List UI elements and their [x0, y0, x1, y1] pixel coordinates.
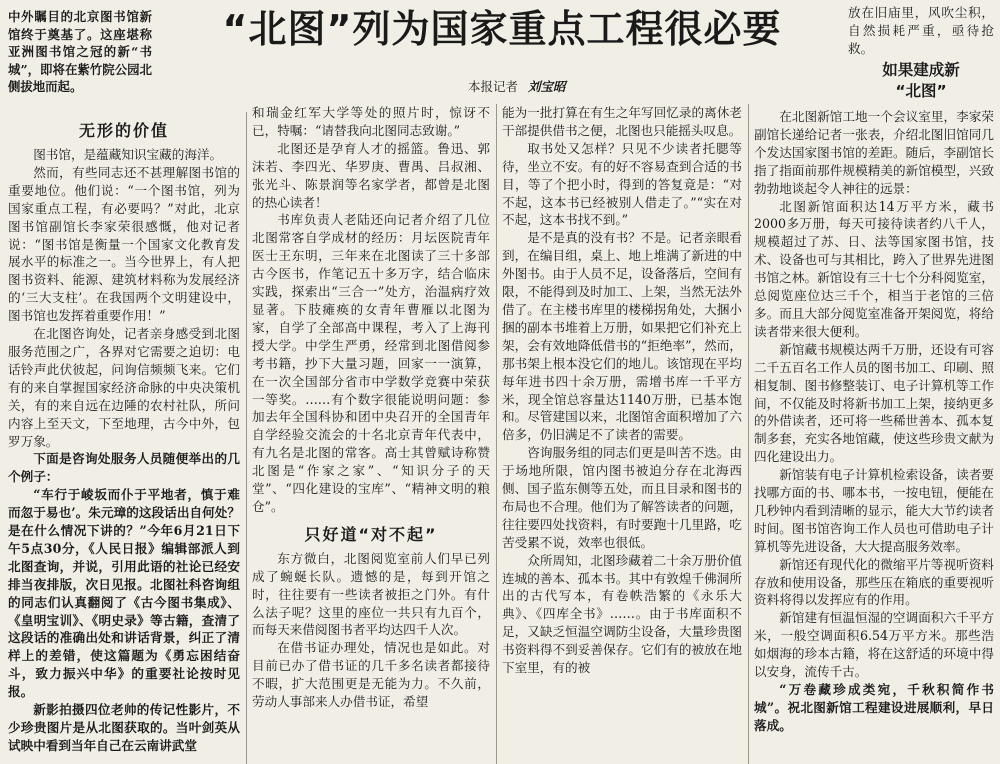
column-3 [502, 104, 742, 764]
lead-paragraph: 中外瞩目的北京图书馆新馆终于奠基了。这座堪称亚洲图书馆之冠的新“书城”，即将在紫竹院公园北侧拔地而起。 [8, 9, 152, 95]
col4-paragraph-4: 新馆装有电子计算机检索设备，读者要找哪方面的书、哪本书，一按电钮，便能在几秒钟内看到清晰的显示，能大大节约读者时间。图书馆咨询工作人员也可借助电子计算机等先进设备，大大提高服务效率。 [754, 467, 994, 554]
col2-paragraph-4: 东方微白，北图阅览室前人们早已列成了蜿蜒长队。遗憾的是，每到开馆之时，往往要有一些读者被拒之门外。有什么法子呢？这里的座位一共只有九百个，而每天来借阅图书者平均达四千人次。 [252, 550, 490, 638]
sidebar-heading-line-2: “北图” [895, 82, 947, 100]
col2-paragraph-5: 在借书证办理处，情况也是如此。对目前已办了借书证的几千多名读者都接待不暇，扩大范围更是无能为力。不久前，劳动人事部来人办借书证，希望 [252, 640, 490, 710]
col1-paragraph-5: “车行于崚坂而仆于平地者，慎于难而忽于易也’。朱元璋的这段话出自何处？是在什么情况下讲的？”今年6月21日下午5点30分，《人民日报》编辑部派人到北图查询，并说，引用此语的社论已经安排当夜排版，次日见报。北图社科咨询组的同志们认真翻阅了《古今图书集成》、《皇明宝训》、《明史录》等古籍，查清了这段话的准确出处和讲话背景，纠正了清样上的差错，使这篇题为《勇忘困结奋斗，致力振兴中华》的重要社论按时见报。 [8, 487, 240, 700]
col4-paragraph-1: 在北图新馆工地一个会议室里，李家荣副馆长递给记者一张表，介绍北图旧馆同几个发达国家图书馆的差距。随后，李副馆长指了指面前那件规模精美的新馆模型，兴致勃勃地谈起令人神往的远景： [754, 109, 994, 196]
column-divider [748, 104, 749, 764]
byline-label: 本报记者 [468, 79, 519, 94]
column-2 [252, 104, 490, 764]
col2-paragraph-3: 书库负责人老陆还向记者介绍了几位北图常客自学成材的经历：月坛医院青年医士王东明，三年来在北图读了三十多部古今医书，作笔记五十多万字，结合临床实践，探索出“三合一”处方，治温病疗效显著。下肢瘫痪的女青年曹雁以北图为家，自学了全部高中课程，考入了上海刊授大学。中学生严勇，经常到北图借阅参考书籍，抄下大量习题，回家一一演算，在一次全国部分省市中学数学竞赛中荣获一等奖。……有个数字很能说明问题：参加去年全国科协和团中央召开的全国青年自学经验交流会的十名北京青年代表中，有九名是北图的常客。高士其曾赋诗称赞北图是“作家之家”、“知识分子的天堂”、“四化建设的宝库”、“精神文明的粮仓”。 [252, 212, 490, 514]
col3-paragraph-1: 能为一批打算在有生之年写回忆录的离休老干部提供借书之便，北图也只能摇头叹息。 [502, 105, 742, 138]
col1-paragraph-4: 下面是咨询处服务人员随便举出的几个例子： [8, 451, 240, 485]
col4-paragraph-7: “万卷藏珍成类宛，千秋积简作书城”。祝北图新馆工程建设进展顺利，早日落成。 [754, 682, 994, 733]
sidebar-heading [848, 60, 994, 102]
column-4 [754, 108, 994, 764]
col3-paragraph-4: 咨询服务组的同志们更是叫苦不迭。由于场地所限，馆内图书被迫分存在北海西侧、国子监东侧等五处，而且目录和图书的布局也不合理。他们为了解答读者的问题，往往要四处找资料，有时要跑十几里路，吃苦受累不说，效率也很低。 [502, 445, 742, 550]
col2-paragraph-2: 北图还是孕育人才的摇篮。鲁迅、郭沫若、李四光、华罗庚、曹禺、吕叔湘、张光斗、陈景润等名家学者，都曾是北图的热心读者！ [252, 140, 490, 210]
sidebar-continuation [848, 4, 994, 58]
byline-name: 刘宝昭 [528, 79, 566, 94]
column-1 [8, 112, 240, 764]
sidebar-heading-line-1: 如果建成新 [882, 61, 960, 79]
column-divider [496, 104, 497, 764]
column-divider [246, 112, 247, 764]
section-heading-sorry: 只好道“对不起” [304, 524, 438, 544]
col1-paragraph-6: 新影拍摄四位老帅的传记性影片，不少珍贵图片是从北图获取的。当叶剑英从试映中看到当年自己在云南讲武堂 [8, 702, 240, 753]
col4-paragraph-6: 新馆建有恒温恒湿的空调面积六千平方米，一般空调面积6.54万平方米。那些浩如烟海的珍本古籍，将在这舒适的环境中得以安身，流传千古。 [754, 610, 994, 680]
col1-paragraph-1: 图书馆，是蕴藏知识宝藏的海洋。 [33, 147, 223, 162]
col3-paragraph-5: 众所周知，北图珍藏着二十余万册价值连城的善本、孤本书。其中有敦煌千佛洞所出的古代写本，有卷帙浩繁的《永乐大典》、《四库全书》……。由于书库面积不足，又缺乏恒温空调防尘设备，大量珍贵图书资料得不到妥善保存。它们有的被放在地下室里，有的被 [502, 552, 742, 676]
col4-paragraph-5: 新馆还有现代化的微缩平片等视听资料存放和使用设备，那些压在箱底的重要视听资料将得以发挥应有的作用。 [754, 556, 994, 608]
headline: “北图”列为国家重点工程很必要 [222, 7, 782, 51]
col2-paragraph-1: 和瑞金红军大学等处的照片时，惊讶不已，特嘱：“请替我向北图同志致谢。” [252, 105, 490, 138]
col3-paragraph-2: 取书处又怎样？只见不少读者托腮等待，坐立不安。有的好不容易查到合适的书目，等了个把小时，得到的答复竟是：“对不起，这本书已经被别人借走了。”“实在对不起，这本书找不到。” [502, 140, 742, 228]
section-heading-invisible-value: 无形的价值 [78, 121, 169, 140]
col3-paragraph-3: 是不是真的没有书？不是。记者亲眼看到，在编目组，桌上、地上堆满了新进的中外图书。由于人员不足，设备落后，空间有限，不能得到及时加工、上架，当然无法外借了。在主楼书库里的楼梯拐角处，大捆小捆的副本书堆着上万册，如果把它们补充上架，会有效地降低借书的“拒绝率”，然而，那书架上根本没它们的地儿。该馆现在平均每年进书四十余万册，需增书库一千平方米，现全馆总容量达1140万册，已基本饱和。尽管建国以来，北图馆舍面积增加了六倍多，仍旧满足不了读者的需要。 [502, 230, 742, 443]
col1-paragraph-2: 然而，有些同志还不甚理解图书馆的重要地位。他们说：“一个图书馆，列为国家重点工程，有必要吗？”对此，北京图书馆副馆长李家荣很感慨，他对记者说：“图书馆是衡量一个国家文化教育发展水平的标准之一。当今世界上，有人把图书资料、能源、建筑材料称为发展经济的‘三大支柱’。在我国两个文明建设中，图书馆也发挥着重要作用！” [8, 164, 240, 324]
col1-paragraph-3: 在北图咨询处，记者亲身感受到北图服务范围之广，各界对它需要之迫切：电话铃声此伏彼起，问询信频频飞来。它们有的来自掌握国家经济命脉的中央决策机关，有的来自远在边陲的农村社队，所问内容上至天文，下至地理，古今中外，包罗万象。 [8, 326, 240, 449]
col4-paragraph-3: 新馆藏书规模达两千万册，还设有可容二千五百名工作人员的图书加工、印刷、照相复制、图书修整装订、电子计算机等工作间，不仅能及时将新书加工上架，接纳更多的外借读者，还可将一些稀世善本、孤本复制多套，充实各地馆藏，使这些珍贵文献为四化建设出力。 [754, 341, 994, 465]
col4-paragraph-2: 北图新馆面积达14万平方米，藏书2000多万册，每天可接待读者约八千人，规模超过了苏、日、法等国家图书馆，技术、设备也可与其相比，跨入了世界先进图书馆之林。新馆设有三十七个分科阅览室，总阅览座位达三千个，相当于老馆的三倍多。而且大部分阅览室准备开架阅览，将给读者带来很大便利。 [754, 198, 994, 339]
byline [468, 78, 566, 96]
sidebar-top-text: 放在旧庙里，风吹尘积，自然损耗严重，亟待抢救。 [848, 5, 994, 56]
